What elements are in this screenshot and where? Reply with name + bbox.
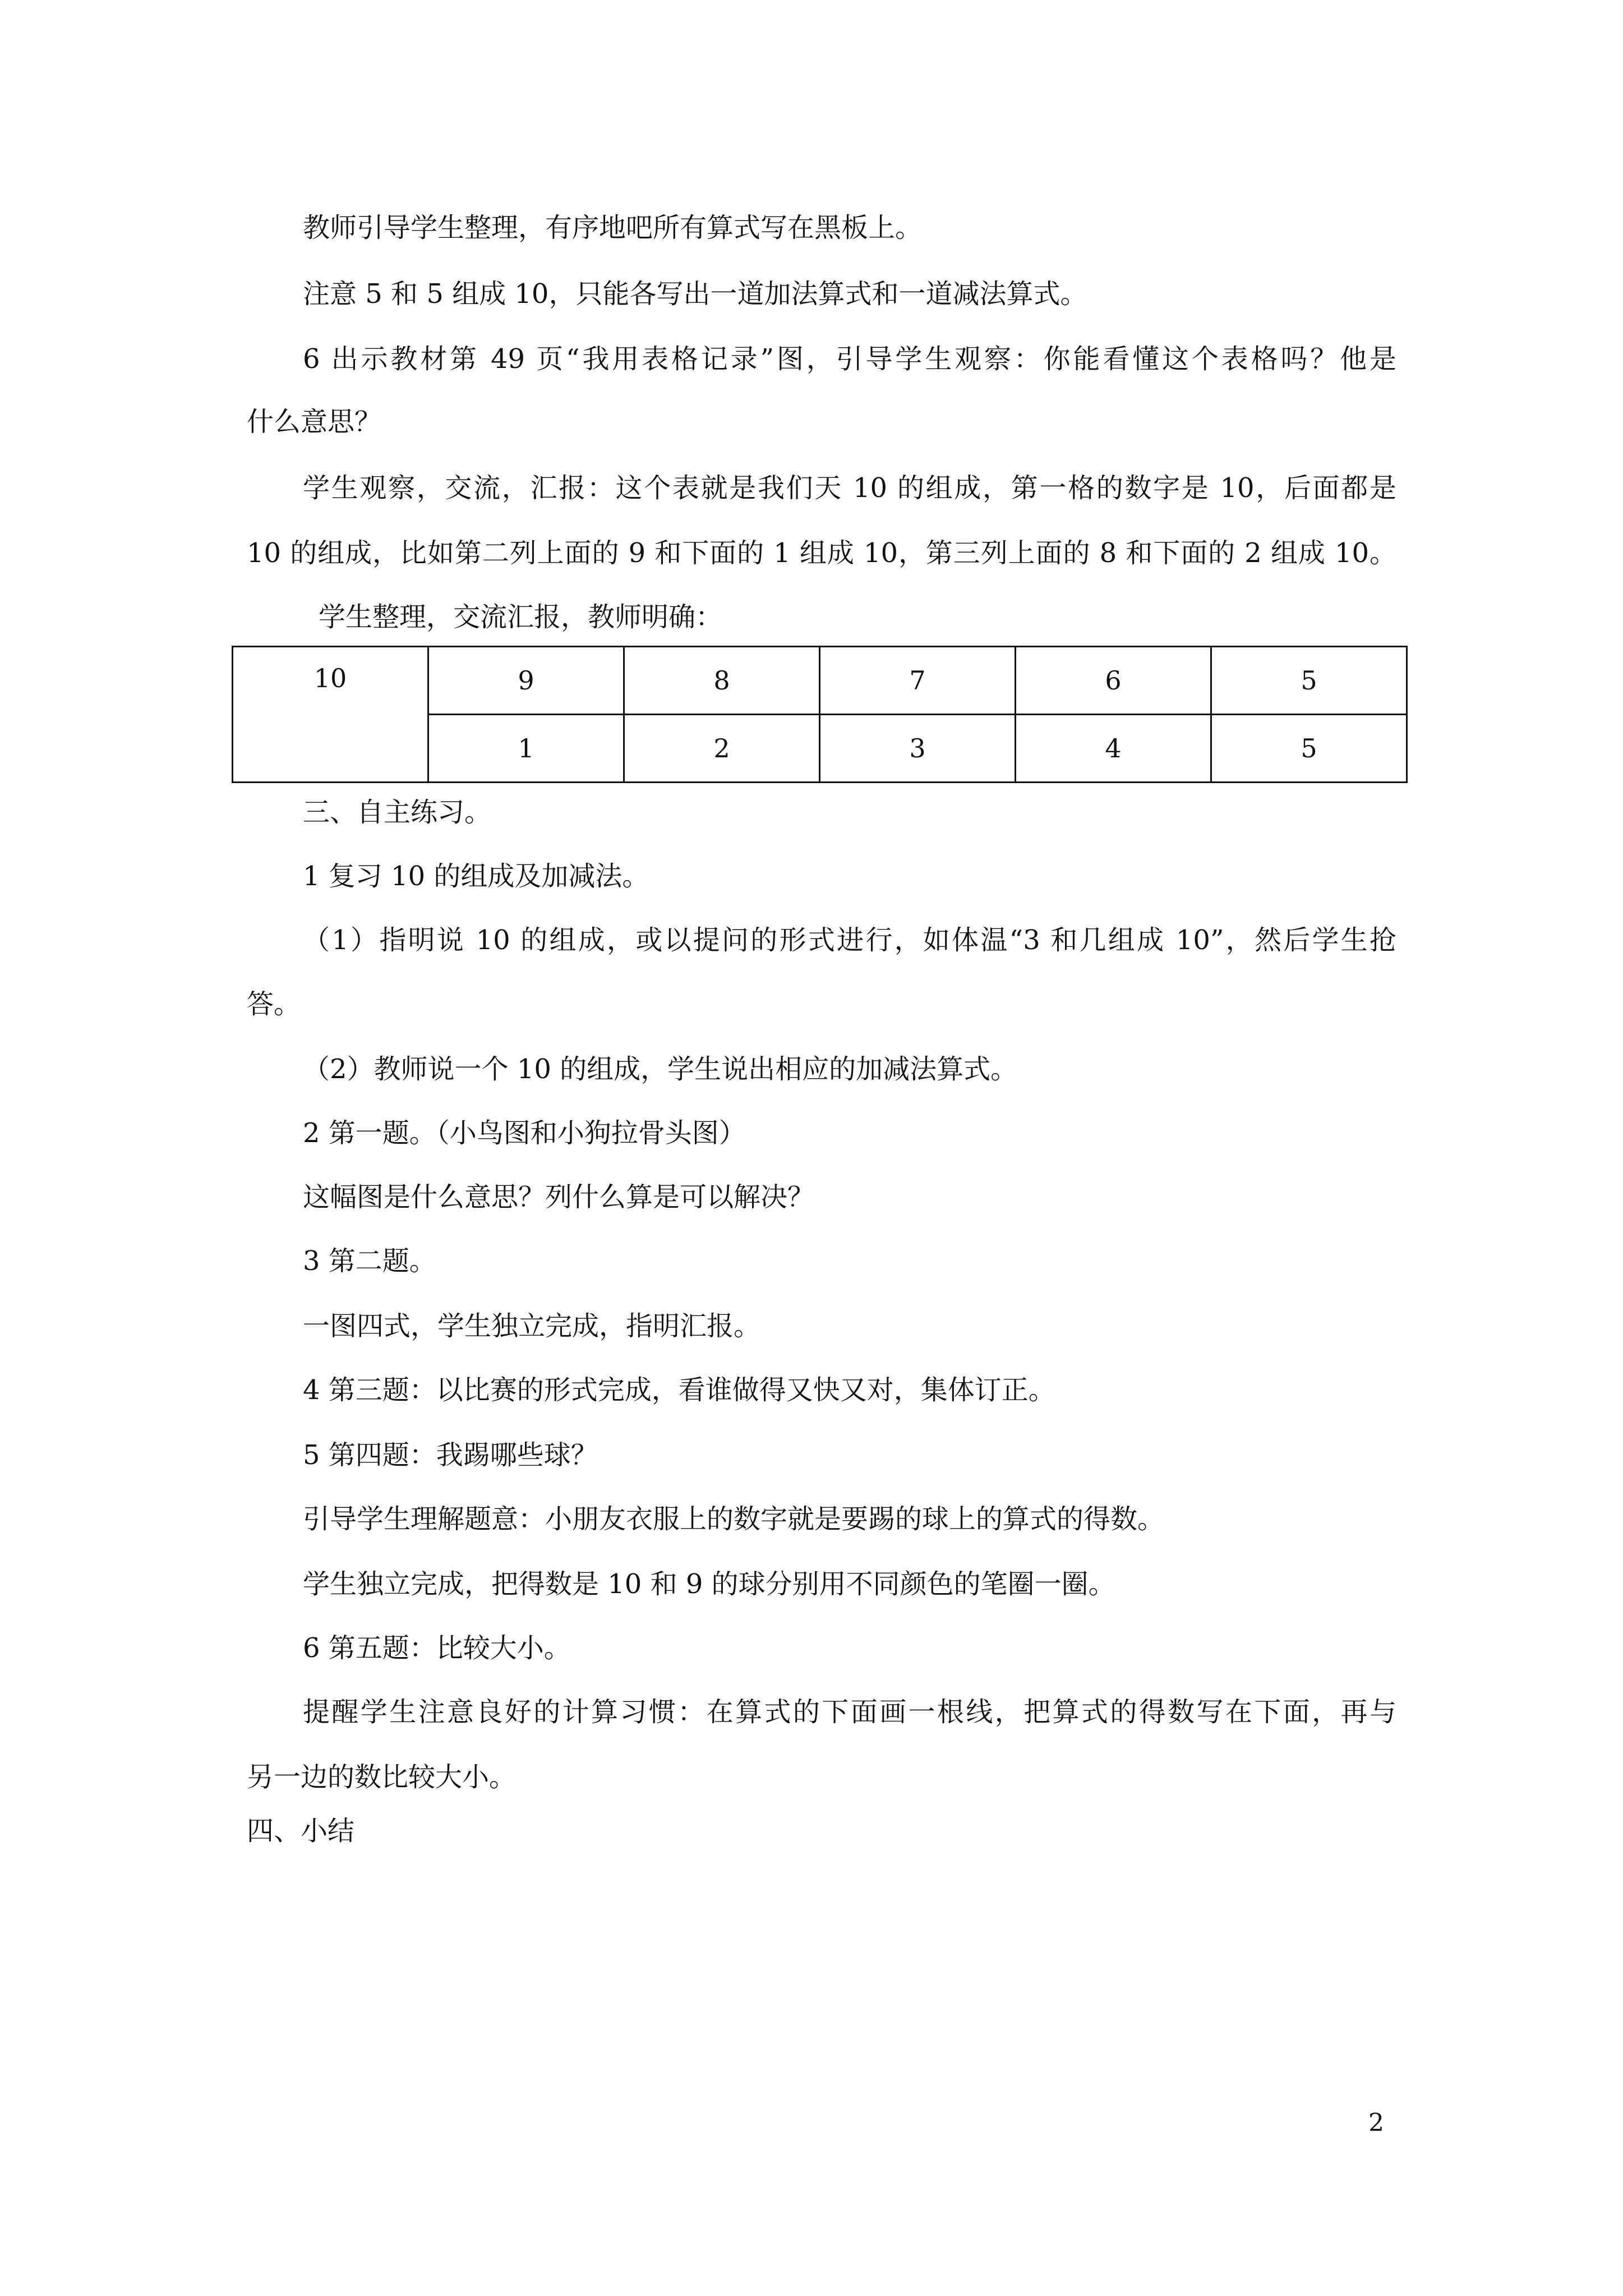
section-heading: 四、小结 <box>247 1815 355 1847</box>
paragraph: 6 第五题：比较大小。 <box>303 1632 571 1664</box>
paragraph: 教师引导学生整理，有序地吧所有算式写在黑板上。 <box>303 212 923 243</box>
table-cell: 4 <box>1016 715 1211 783</box>
paragraph: 一图四式，学生独立完成，指明汇报。 <box>303 1310 761 1342</box>
table-cell: 8 <box>624 647 820 715</box>
paragraph: 注意 5 和 5 组成 10，只能各写出一道加法算式和一道减法算式。 <box>303 278 1087 310</box>
composition-table <box>232 646 1408 783</box>
paragraph: 10 的组成，比如第二列上面的 9 和下面的 1 组成 10，第三列上面的 8 和下面的 2 组成 10。 <box>247 537 1396 569</box>
paragraph: （1）指明说 10 的组成，或以提问的形式进行，如体温“3 和几组成 10”，然后学生抢 <box>303 924 1396 956</box>
paragraph: 3 第二题。 <box>303 1245 436 1277</box>
table-cell: 1 <box>428 715 624 783</box>
table-row <box>233 647 1407 715</box>
paragraph: 这幅图是什么意思？列什么算是可以解决？ <box>303 1181 815 1213</box>
table-cell: 2 <box>624 715 820 783</box>
paragraph: 6 出示教材第 49 页“我用表格记录”图，引导学生观察：你能看懂这个表格吗？他是 <box>303 343 1396 375</box>
table-cell-total: 10 <box>233 647 428 783</box>
paragraph: （2）教师说一个 10 的组成，学生说出相应的加减法算式。 <box>303 1053 1018 1085</box>
table-cell: 7 <box>820 647 1016 715</box>
section-heading: 三、自主练习。 <box>303 797 492 828</box>
paragraph: 引导学生理解题意：小朋友衣服上的数字就是要踢的球上的算式的得数。 <box>303 1503 1165 1535</box>
paragraph: 学生观察，交流，汇报：这个表就是我们天 10 的组成，第一格的数字是 10，后面都是 <box>303 472 1396 504</box>
paragraph: 提醒学生注意良好的计算习惯：在算式的下面画一根线，把算式的得数写在下面，再与 <box>303 1696 1396 1728</box>
paragraph: 学生整理，交流汇报，教师明确： <box>319 601 723 633</box>
page-number: 2 <box>1368 2109 1384 2137</box>
paragraph: 学生独立完成，把得数是 10 和 9 的球分别用不同颜色的笔圈一圈。 <box>303 1568 1115 1600</box>
paragraph: 5 第四题：我踢哪些球？ <box>303 1439 598 1471</box>
paragraph: 答。 <box>247 988 301 1020</box>
paragraph: 另一边的数比较大小。 <box>247 1761 517 1793</box>
paragraph: 1 复习 10 的组成及加减法。 <box>303 861 649 892</box>
table-cell: 9 <box>428 647 624 715</box>
table-cell: 3 <box>820 715 1016 783</box>
table-cell: 5 <box>1211 647 1407 715</box>
paragraph: 4 第三题：以比赛的形式完成，看谁做得又快又对，集体订正。 <box>303 1374 1055 1406</box>
table-cell: 6 <box>1016 647 1211 715</box>
paragraph: 什么意思？ <box>247 406 382 438</box>
table-cell: 5 <box>1211 715 1407 783</box>
paragraph: 2 第一题。（小鸟图和小狗拉骨头图） <box>303 1117 746 1149</box>
